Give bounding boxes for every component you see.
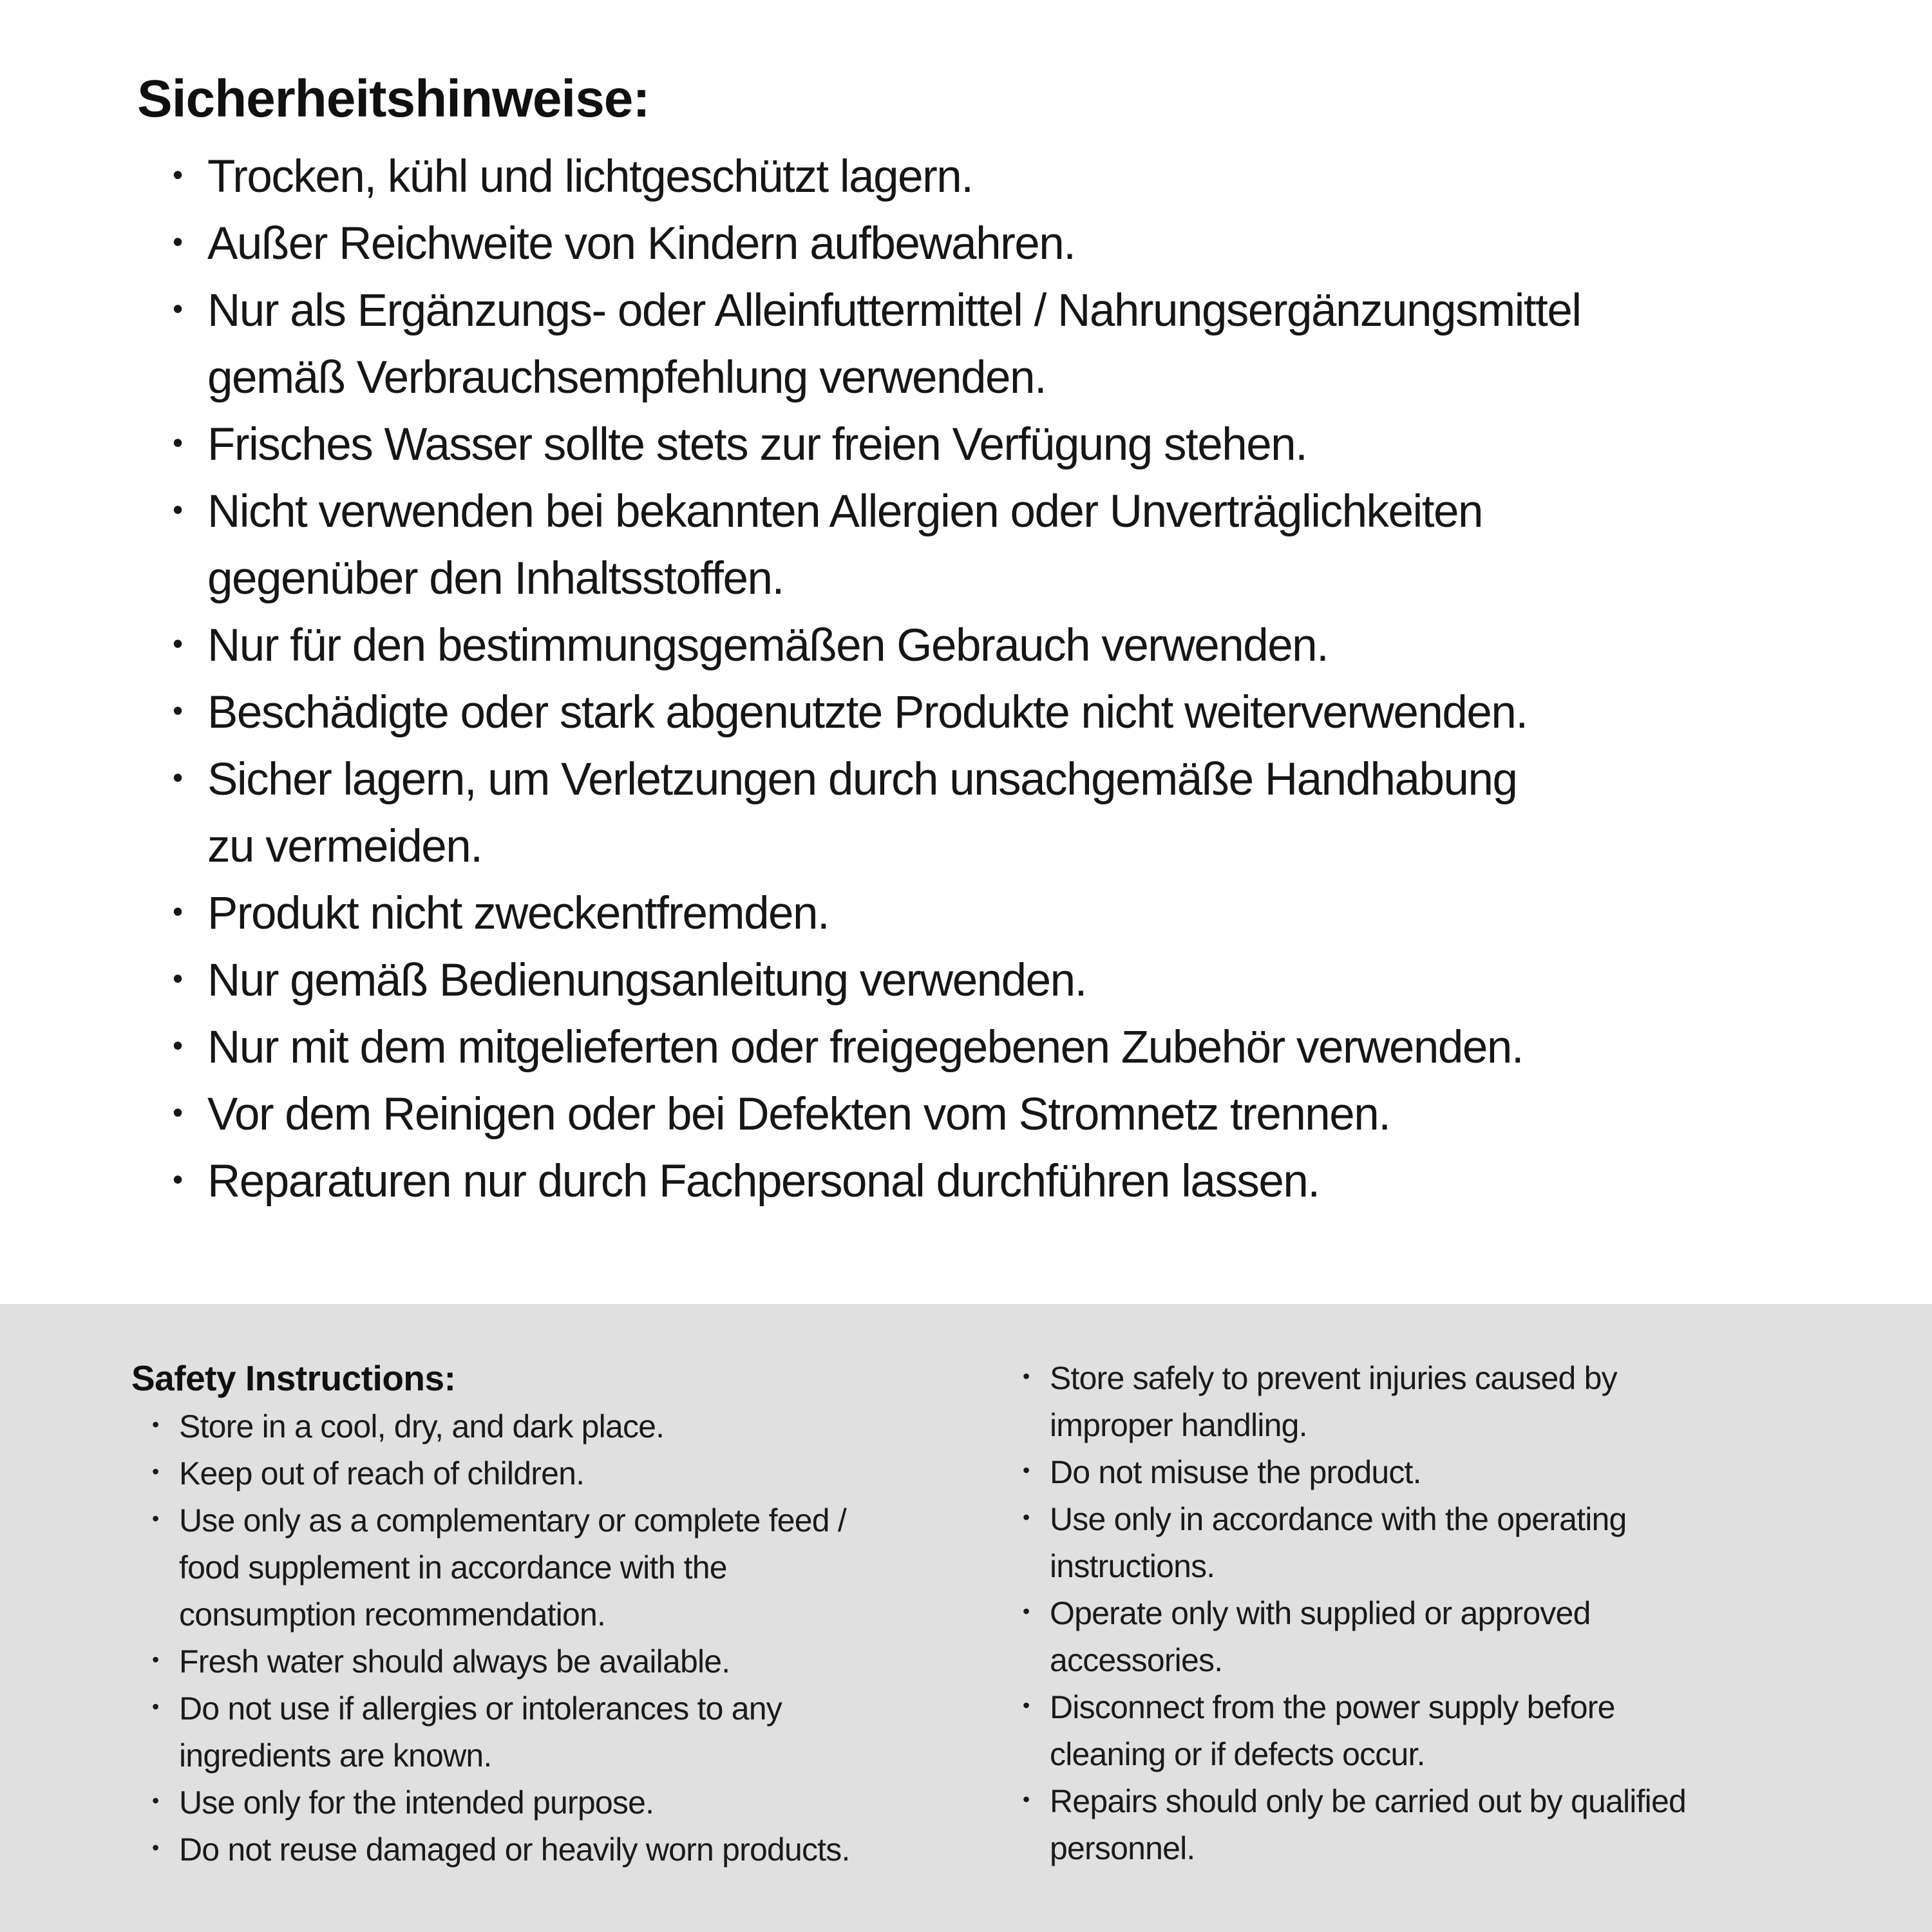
- bullet-icon: •: [152, 1507, 160, 1530]
- text-line: Sicher lagern, um Verletzungen durch unsachgemäße Handhabung: [207, 754, 1517, 805]
- list-item: [1023, 1355, 1686, 1449]
- text-line: Vor dem Reinigen oder bei Defekten vom Stromnetz trennen.: [207, 1089, 1390, 1140]
- list-item: [1023, 1778, 1687, 1872]
- bullet-icon: •: [173, 694, 184, 727]
- english-safety-list-left: [152, 1403, 850, 1873]
- text-line: Nicht verwenden bei bekannten Allergien oder Unverträglichkeiten: [207, 486, 1483, 537]
- list-item: [173, 612, 1581, 679]
- english-safety-list-right: [1023, 1355, 1687, 1872]
- text-line: Nur mit dem mitgelieferten oder freigegebenen Zubehör verwenden.: [207, 1022, 1524, 1073]
- list-item: [1023, 1496, 1686, 1590]
- bullet-icon: •: [152, 1789, 160, 1812]
- text-line: Disconnect from the power supply before: [1050, 1689, 1615, 1725]
- text-line: instructions.: [1050, 1548, 1215, 1584]
- text-line: Keep out of reach of children.: [179, 1455, 585, 1492]
- bullet-icon: •: [173, 761, 184, 794]
- list-item: [1023, 1449, 1686, 1496]
- list-item: [173, 947, 1581, 1014]
- text-line: Nur gemäß Bedienungsanleitung verwenden.: [207, 955, 1086, 1006]
- bullet-icon: •: [173, 1162, 184, 1196]
- list-item: [152, 1826, 850, 1873]
- text-line: Store safely to prevent injuries caused by: [1050, 1360, 1617, 1396]
- list-item: [152, 1685, 850, 1779]
- german-safety-list: [173, 144, 1581, 1215]
- bullet-icon: •: [152, 1648, 160, 1671]
- bullet-icon: •: [173, 225, 184, 258]
- text-line: Außer Reichweite von Kindern aufbewahren.: [207, 218, 1075, 269]
- text-line: personnel.: [1050, 1830, 1195, 1866]
- text-line: Fresh water should always be available.: [179, 1643, 730, 1680]
- text-line: ingredients are known.: [179, 1738, 492, 1774]
- text-line: zu vermeiden.: [207, 821, 482, 872]
- text-line: consumption recommendation.: [179, 1596, 606, 1633]
- bullet-icon: •: [173, 426, 184, 459]
- list-item: [173, 1081, 1581, 1148]
- text-line: Trocken, kühl und lichtgeschützt lagern.: [207, 151, 973, 202]
- list-item: [173, 478, 1581, 612]
- list-item: [173, 679, 1581, 746]
- list-item: [173, 211, 1581, 278]
- bullet-icon: •: [173, 158, 184, 191]
- text-line: Repairs should only be carried out by qualified: [1050, 1783, 1687, 1819]
- bullet-icon: •: [1023, 1506, 1030, 1529]
- text-line: gemäß Verbrauchsempfehlung verwenden.: [207, 352, 1046, 403]
- list-item: [173, 746, 1581, 880]
- list-item: [173, 278, 1581, 412]
- bullet-icon: •: [173, 292, 184, 325]
- list-item: [152, 1779, 850, 1826]
- list-item: [173, 1014, 1581, 1081]
- text-line: Use only for the intended purpose.: [179, 1785, 654, 1821]
- text-line: Nur als Ergänzungs- oder Alleinfuttermittel / Nahrungsergänzungsmittel: [207, 285, 1581, 336]
- bullet-icon: •: [152, 1695, 160, 1718]
- english-section: [0, 1304, 1932, 1932]
- text-line: cleaning or if defects occur.: [1050, 1736, 1425, 1772]
- text-line: accessories.: [1050, 1642, 1223, 1678]
- text-line: Nur für den bestimmungsgemäßen Gebrauch verwenden.: [207, 620, 1329, 671]
- bullet-icon: •: [173, 493, 184, 526]
- text-line: Store in a cool, dry, and dark place.: [179, 1408, 665, 1444]
- text-line: Beschädigte oder stark abgenutzte Produkte nicht weiterverwenden.: [207, 687, 1528, 738]
- list-item: [173, 880, 1581, 947]
- list-item: [152, 1638, 850, 1685]
- bullet-icon: •: [173, 895, 184, 928]
- list-item: [173, 412, 1581, 478]
- bullet-icon: •: [1023, 1694, 1030, 1717]
- text-line: Frisches Wasser sollte stets zur freien Verfügung stehen.: [207, 419, 1307, 470]
- german-heading: Sicherheitshinweise:: [137, 70, 650, 128]
- english-heading: Safety Instructions:: [131, 1358, 456, 1398]
- bullet-icon: •: [1023, 1788, 1030, 1811]
- bullet-icon: •: [173, 961, 184, 995]
- text-line: Reparaturen nur durch Fachpersonal durchführen lassen.: [207, 1156, 1320, 1207]
- text-line: Produkt nicht zweckentfremden.: [207, 888, 829, 939]
- list-item: [173, 144, 1581, 211]
- list-item: [152, 1497, 850, 1638]
- text-line: Do not use if allergies or intolerances to any: [179, 1690, 782, 1727]
- bullet-icon: •: [173, 1095, 184, 1129]
- bullet-icon: •: [173, 627, 184, 660]
- text-line: Operate only with supplied or approved: [1050, 1595, 1591, 1631]
- bullet-icon: •: [1023, 1365, 1030, 1388]
- text-line: Do not reuse damaged or heavily worn products.: [179, 1832, 850, 1868]
- bullet-icon: •: [152, 1836, 160, 1859]
- text-line: Use only in accordance with the operating: [1050, 1501, 1627, 1537]
- list-item: [173, 1148, 1581, 1215]
- list-item: [1023, 1590, 1686, 1684]
- bullet-icon: •: [1023, 1600, 1030, 1623]
- list-item: [152, 1450, 850, 1497]
- bullet-icon: •: [152, 1413, 160, 1436]
- text-line: Use only as a complementary or complete feed /: [179, 1502, 846, 1539]
- bullet-icon: •: [152, 1460, 160, 1483]
- text-line: food supplement in accordance with the: [179, 1549, 727, 1586]
- text-line: Do not misuse the product.: [1050, 1454, 1421, 1490]
- bullet-icon: •: [173, 1028, 184, 1062]
- list-item: [152, 1403, 850, 1450]
- text-line: improper handling.: [1050, 1407, 1307, 1443]
- text-line: gegenüber den Inhaltsstoffen.: [207, 553, 784, 604]
- list-item: [1023, 1684, 1686, 1778]
- bullet-icon: •: [1023, 1459, 1030, 1482]
